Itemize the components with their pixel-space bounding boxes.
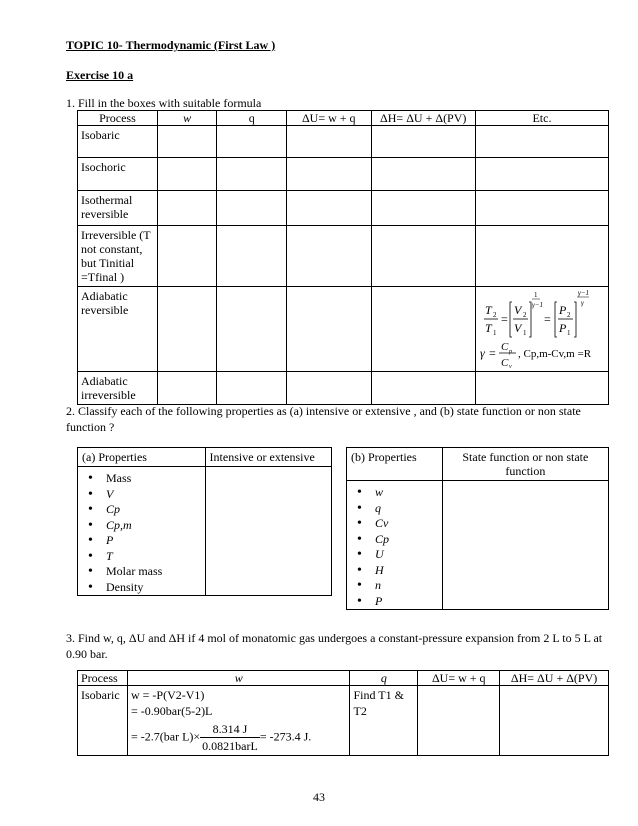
answer-cell[interactable]	[286, 158, 371, 191]
table-row	[78, 467, 332, 596]
list-item: • q	[375, 501, 442, 517]
answer-cell[interactable]	[217, 126, 287, 158]
table-row	[78, 126, 609, 158]
svg-text:2: 2	[566, 311, 571, 319]
svg-text:1: 1	[492, 329, 497, 337]
svg-text:V: V	[513, 321, 522, 335]
w-solution-cell	[127, 686, 350, 756]
property-list-cell	[78, 467, 206, 596]
column-header: w	[127, 671, 350, 686]
topic-title: TOPIC 10- Thermodynamic (First Law )	[66, 38, 276, 52]
list-item: • Density	[106, 580, 205, 596]
answer-cell[interactable]	[442, 481, 608, 610]
svg-text:1: 1	[533, 291, 538, 299]
list-item: • P	[375, 594, 442, 610]
list-item: • Mass	[106, 471, 205, 487]
answer-cell[interactable]	[286, 372, 371, 405]
worked-example-table	[77, 670, 609, 756]
list-item: • n	[375, 578, 442, 594]
column-header: State function or non state function	[442, 448, 608, 481]
column-header: Etc.	[475, 111, 608, 126]
answer-cell[interactable]	[157, 372, 217, 405]
row-label: Adiabatic irreversible	[78, 372, 158, 405]
gamma-relation-text: , Cp,m-Cv,m =R	[517, 348, 591, 360]
table-row	[78, 686, 609, 756]
svg-text:T: T	[484, 303, 492, 317]
svg-text:C: C	[500, 357, 509, 369]
w-step-3: = -2.7(bar L)× $\frac{8.314 J}{\text{0.0821barL}}$ = -273.4 J.	[130, 722, 312, 753]
column-header: ΔH= ΔU + Δ(PV)	[500, 671, 609, 686]
answer-cell[interactable]	[500, 686, 609, 756]
svg-text:γ−1: γ−1	[531, 301, 543, 309]
list-item: • P	[106, 533, 205, 549]
answer-cell[interactable]	[217, 372, 287, 405]
column-header: q	[217, 111, 287, 126]
answer-cell[interactable]	[371, 372, 475, 405]
question-1-prompt: 1. Fill in the boxes with suitable formula	[66, 96, 262, 110]
answer-cell[interactable]	[475, 158, 608, 191]
column-header: Intensive or extensive	[205, 448, 331, 467]
table-row	[78, 226, 609, 287]
list-item: • Molar mass	[106, 564, 205, 580]
column-header: Process	[78, 111, 158, 126]
row-label: Adiabatic reversible	[78, 287, 158, 372]
column-header: Process	[78, 671, 128, 686]
w-step-2: = -0.90bar(5-2)L	[130, 704, 213, 718]
svg-text:=: =	[488, 346, 496, 360]
list-item: • Cv	[375, 516, 442, 532]
answer-cell[interactable]	[157, 126, 217, 158]
table-header-row	[78, 671, 609, 686]
answer-cell[interactable]	[286, 226, 371, 287]
answer-cell[interactable]	[217, 191, 287, 226]
answer-cell[interactable]	[217, 287, 287, 372]
list-item: • Cp	[375, 532, 442, 548]
column-header: (b) Properties	[347, 448, 443, 481]
svg-text:1: 1	[522, 329, 527, 337]
answer-cell[interactable]	[157, 158, 217, 191]
answer-cell[interactable]	[371, 191, 475, 226]
answer-cell[interactable]	[217, 158, 287, 191]
answer-cell[interactable]	[205, 467, 331, 596]
column-header: (a) Properties	[78, 448, 206, 467]
row-label: Isothermal reversible	[78, 191, 158, 226]
row-label: Isochoric	[78, 158, 158, 191]
question-3-prompt: 3. Find w, q, ΔU and ΔH if 4 mol of monatomic gas undergoes a constant-pressure expansion from 2 L to 5 L at 0.90 bar.	[66, 631, 603, 661]
svg-text:γ−1: γ−1	[577, 289, 589, 297]
answer-cell[interactable]	[157, 226, 217, 287]
svg-text:=: =	[543, 312, 551, 326]
table-row	[347, 481, 609, 610]
q-solution-cell: Find T1 & T2	[350, 686, 418, 756]
svg-text:2: 2	[522, 311, 527, 319]
svg-text:p: p	[508, 349, 512, 355]
table-header-row	[347, 448, 609, 481]
svg-text:v: v	[508, 364, 512, 370]
adiabatic-equation	[476, 287, 608, 371]
answer-cell[interactable]	[286, 126, 371, 158]
answer-cell[interactable]	[475, 226, 608, 287]
row-label: Isobaric	[78, 686, 128, 756]
answer-cell[interactable]	[371, 226, 475, 287]
w-step-1: w = -P(V2-V1)	[130, 688, 205, 702]
svg-text:P: P	[558, 303, 567, 317]
table-header-row	[78, 448, 332, 467]
question-2-prompt: 2. Classify each of the following properties as (a) intensive or extensive , and (b) state function or non state function ?	[66, 404, 581, 434]
property-list	[347, 485, 442, 609]
adiabatic-formula-cell	[475, 287, 608, 372]
page-number: 43	[313, 790, 325, 804]
table-row	[78, 158, 609, 191]
svg-text:V: V	[513, 303, 522, 317]
answer-cell[interactable]	[475, 372, 608, 405]
row-label: Isobaric	[78, 126, 158, 158]
column-header: ΔU= w + q	[418, 671, 500, 686]
list-item: • U	[375, 547, 442, 563]
column-header: ΔU= w + q	[286, 111, 371, 126]
table-row	[78, 372, 609, 405]
table-header-row	[78, 111, 609, 126]
properties-intensive-table	[77, 447, 332, 596]
formula-table	[77, 110, 609, 405]
svg-text:γ: γ	[580, 299, 584, 307]
answer-cell[interactable]	[371, 287, 475, 372]
svg-text:1: 1	[566, 329, 571, 337]
answer-cell[interactable]	[286, 191, 371, 226]
column-header: w	[157, 111, 217, 126]
svg-text:γ: γ	[479, 346, 485, 360]
answer-cell[interactable]	[475, 191, 608, 226]
row-label: Irreversible (T not constant, but Tinitial =Tfinal )	[78, 226, 158, 287]
list-item: • H	[375, 563, 442, 579]
answer-cell[interactable]	[217, 226, 287, 287]
answer-cell[interactable]	[475, 126, 608, 158]
answer-cell[interactable]	[418, 686, 500, 756]
table-row	[78, 191, 609, 226]
answer-cell[interactable]	[371, 126, 475, 158]
list-item: • Cp,m	[106, 518, 205, 534]
svg-text:=: =	[500, 312, 508, 326]
list-item: • w	[375, 485, 442, 501]
answer-cell[interactable]	[286, 287, 371, 372]
column-header: ΔH= ΔU + Δ(PV)	[371, 111, 475, 126]
list-item: • Cp	[106, 502, 205, 518]
column-header: q	[350, 671, 418, 686]
svg-text:C: C	[500, 341, 509, 353]
answer-cell[interactable]	[371, 158, 475, 191]
properties-state-function-table	[346, 447, 609, 610]
property-list	[78, 471, 205, 595]
list-item: • T	[106, 549, 205, 565]
svg-text:T: T	[484, 321, 492, 335]
table-row	[78, 287, 609, 372]
answer-cell[interactable]	[157, 287, 217, 372]
exercise-title: Exercise 10 a	[66, 68, 134, 82]
svg-text:P: P	[558, 321, 567, 335]
svg-text:2: 2	[492, 311, 497, 319]
conversion-fraction: $\frac{8.314 J}{\text{0.0821barL}}$	[202, 722, 258, 753]
answer-cell[interactable]	[157, 191, 217, 226]
property-list-cell	[347, 481, 443, 610]
list-item: • V	[106, 487, 205, 503]
